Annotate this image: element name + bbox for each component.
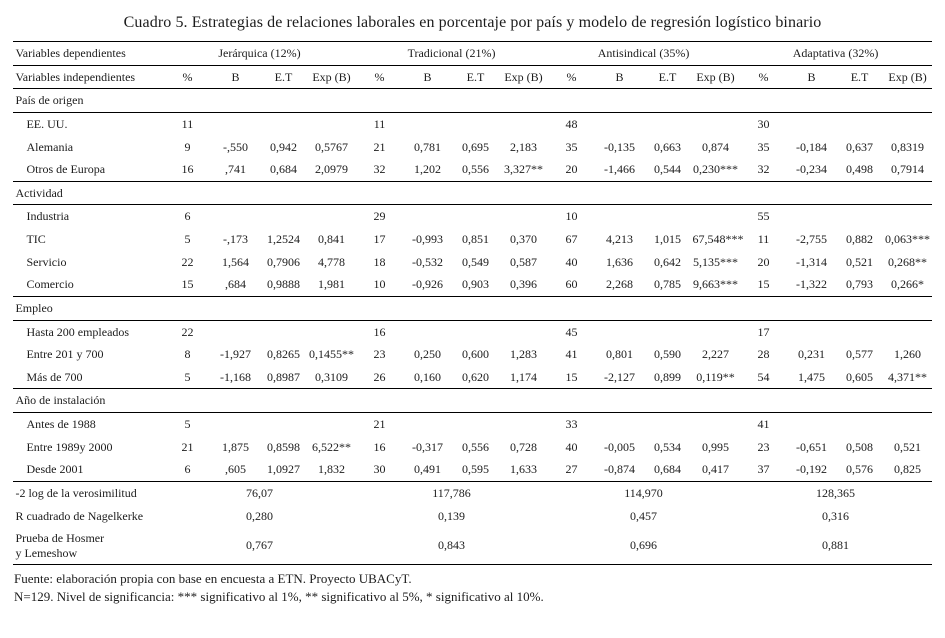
table-row bbox=[13, 136, 931, 159]
data-cell bbox=[307, 320, 355, 343]
data-cell: 32 bbox=[373, 162, 386, 177]
data-cell: 0,250 bbox=[414, 347, 441, 362]
data-cell bbox=[500, 205, 548, 228]
data-cell: 15 bbox=[181, 277, 194, 292]
data-cell: 0,695 bbox=[462, 139, 489, 154]
data-cell bbox=[500, 320, 548, 343]
col-header-b: B bbox=[404, 65, 452, 89]
data-cell: 0,063*** bbox=[885, 232, 931, 246]
data-cell: 2,0979 bbox=[314, 162, 348, 177]
col-header-expb: Exp (B) bbox=[307, 65, 355, 89]
data-cell: 21 bbox=[373, 417, 386, 431]
col-header-et: E.T bbox=[836, 65, 884, 89]
data-cell: 4,371** bbox=[888, 369, 928, 384]
data-cell: 1,564 bbox=[221, 254, 249, 269]
col-header-pct: % bbox=[356, 65, 404, 89]
col-header-pct: % bbox=[548, 65, 596, 89]
data-cell bbox=[836, 205, 884, 228]
data-cell: 0,491 bbox=[414, 462, 441, 477]
data-cell: -0,192 bbox=[796, 462, 828, 477]
table-row bbox=[13, 273, 931, 296]
data-cell: 0,605 bbox=[846, 369, 874, 384]
data-cell: 0,160 bbox=[414, 369, 441, 384]
data-cell bbox=[404, 112, 452, 135]
data-cell bbox=[836, 320, 884, 343]
group-label-jerarquica: Jerárquica (12%) bbox=[163, 42, 355, 66]
data-cell: ,741 bbox=[224, 162, 246, 177]
data-cell bbox=[404, 320, 452, 343]
group-header-row bbox=[13, 42, 931, 66]
col-header-b: B bbox=[788, 65, 836, 89]
row-label: Hasta 200 empleados bbox=[26, 324, 130, 339]
col-header-expb: Exp (B) bbox=[692, 65, 740, 89]
data-cell: -1,314 bbox=[796, 254, 828, 269]
data-cell: 35 bbox=[565, 139, 578, 154]
footnotes bbox=[14, 570, 932, 605]
data-cell: 5 bbox=[184, 232, 191, 246]
group-label-antisindical: Antisindical (35%) bbox=[548, 42, 740, 66]
data-cell: 11 bbox=[181, 116, 194, 131]
data-cell: 1,283 bbox=[510, 347, 537, 362]
data-cell bbox=[692, 413, 740, 436]
stat-value: 0,316 bbox=[822, 508, 850, 523]
data-cell: 0,684 bbox=[269, 162, 297, 177]
data-cell: 0,663 bbox=[654, 139, 681, 154]
table-title: Cuadro 5. Estrategias de relaciones laborales en porcentaje por país y modelo de regresión logístico binario bbox=[123, 14, 822, 31]
table-row bbox=[13, 228, 931, 251]
data-cell: ,684 bbox=[224, 277, 246, 292]
section-header-row bbox=[13, 296, 931, 320]
data-cell: 0,417 bbox=[702, 462, 730, 477]
section-header-row bbox=[13, 89, 931, 113]
data-cell: 0,825 bbox=[894, 462, 922, 477]
data-cell: 0,8987 bbox=[266, 369, 300, 384]
data-cell: 3,327** bbox=[504, 162, 543, 177]
data-cell bbox=[211, 413, 259, 436]
data-cell: -0,234 bbox=[796, 162, 828, 177]
data-cell: 1,015 bbox=[654, 232, 681, 246]
data-cell: 0,508 bbox=[846, 439, 874, 454]
col-header-expb: Exp (B) bbox=[884, 65, 932, 89]
data-cell: 37 bbox=[757, 462, 770, 477]
data-cell: 6,522** bbox=[311, 439, 351, 454]
col-header-pct: % bbox=[163, 65, 211, 89]
data-cell: -0,874 bbox=[604, 462, 635, 477]
col-header-et: E.T bbox=[259, 65, 307, 89]
data-cell: -1,466 bbox=[604, 162, 635, 177]
data-cell bbox=[884, 112, 932, 135]
data-cell: 41 bbox=[757, 417, 770, 431]
data-cell: 33 bbox=[565, 417, 578, 431]
data-cell: 54 bbox=[757, 369, 770, 384]
data-cell: 2,227 bbox=[702, 347, 730, 362]
data-cell: 1,636 bbox=[606, 254, 633, 269]
stat-value: 117,786 bbox=[356, 481, 548, 504]
data-cell bbox=[788, 112, 836, 135]
data-cell: -0,651 bbox=[796, 439, 828, 454]
stat-value: 114,970 bbox=[548, 481, 740, 504]
data-cell: 0,3109 bbox=[314, 369, 348, 384]
data-cell bbox=[452, 320, 500, 343]
stats-row bbox=[13, 527, 931, 565]
data-cell bbox=[404, 205, 452, 228]
data-cell bbox=[259, 413, 307, 436]
data-cell: 29 bbox=[373, 209, 386, 224]
stat-label: Prueba de Hosmer y Lemeshow bbox=[13, 527, 163, 565]
data-cell: 4,778 bbox=[317, 254, 345, 269]
data-cell: ,605 bbox=[224, 462, 246, 477]
data-cell: -,173 bbox=[222, 232, 248, 246]
data-cell: 4,213 bbox=[606, 232, 633, 246]
data-cell: 0,521 bbox=[846, 254, 874, 269]
data-cell bbox=[596, 320, 644, 343]
data-cell: 0,576 bbox=[846, 462, 874, 477]
stat-value: 0,139 bbox=[438, 508, 465, 523]
table-row bbox=[13, 413, 931, 436]
table-row bbox=[13, 458, 931, 481]
data-cell: -1,168 bbox=[219, 369, 251, 384]
data-cell: 0,498 bbox=[846, 162, 874, 177]
col-header-expb: Exp (B) bbox=[500, 65, 548, 89]
data-cell: 0,684 bbox=[654, 462, 681, 477]
data-cell: 20 bbox=[565, 162, 578, 177]
data-cell bbox=[788, 413, 836, 436]
data-cell: 0,230*** bbox=[693, 162, 739, 177]
stat-value: 0,881 bbox=[740, 527, 932, 565]
data-cell: -1,322 bbox=[796, 277, 828, 292]
data-cell bbox=[259, 320, 307, 343]
data-cell: 0,801 bbox=[606, 347, 633, 362]
data-cell: 0,903 bbox=[462, 277, 489, 292]
data-cell: 17 bbox=[373, 232, 386, 246]
data-cell bbox=[596, 413, 644, 436]
data-cell bbox=[307, 112, 355, 135]
data-cell: 0,266* bbox=[891, 277, 925, 292]
data-cell: 1,174 bbox=[510, 369, 537, 384]
stat-label: R cuadrado de Nagelkerke bbox=[15, 508, 144, 523]
data-cell: 0,549 bbox=[462, 254, 489, 269]
data-cell: 0,874 bbox=[702, 139, 730, 154]
data-cell bbox=[836, 112, 884, 135]
data-cell: 17 bbox=[757, 324, 770, 339]
data-cell: 67 bbox=[565, 232, 578, 246]
data-cell bbox=[692, 320, 740, 343]
footnote-significance: N=129. Nivel de significancia: *** significativo al 1%, ** significativo al 5%, * significativo al 10%. bbox=[14, 588, 544, 604]
data-cell: 0,268** bbox=[888, 254, 928, 269]
table-row bbox=[13, 436, 931, 459]
data-cell: 22 bbox=[181, 324, 194, 339]
data-cell: -2,127 bbox=[604, 369, 635, 384]
data-cell bbox=[500, 413, 548, 436]
stat-value: 128,365 bbox=[740, 481, 932, 504]
data-cell: -0,135 bbox=[604, 139, 635, 154]
data-cell: 0,534 bbox=[654, 439, 681, 454]
data-cell: 0,544 bbox=[654, 162, 681, 177]
footnote-source: Fuente: elaboración propia con base en encuesta a ETN. Proyecto UBACyT. bbox=[14, 571, 412, 587]
data-cell: 11 bbox=[757, 232, 770, 246]
stats-row bbox=[13, 481, 931, 504]
data-cell: 9,663*** bbox=[693, 277, 739, 292]
section-label: Actividad bbox=[13, 181, 931, 205]
data-cell: 5 bbox=[184, 369, 191, 384]
group-label-tradicional: Tradicional (21%) bbox=[356, 42, 548, 66]
group-label-adaptativa: Adaptativa (32%) bbox=[740, 42, 932, 66]
data-cell bbox=[211, 205, 259, 228]
data-cell: -1,927 bbox=[219, 347, 251, 362]
data-cell: 10 bbox=[373, 277, 386, 292]
data-cell: 30 bbox=[373, 462, 386, 477]
data-cell: -,550 bbox=[222, 139, 248, 154]
data-cell bbox=[452, 413, 500, 436]
row-label: Servicio bbox=[26, 254, 67, 269]
data-cell: 23 bbox=[757, 439, 770, 454]
data-cell: 0,556 bbox=[462, 162, 489, 177]
data-cell: 1,981 bbox=[317, 277, 345, 292]
data-cell: 1,0927 bbox=[266, 462, 300, 477]
data-cell bbox=[644, 205, 692, 228]
data-cell bbox=[884, 413, 932, 436]
data-cell: 1,2524 bbox=[266, 232, 300, 246]
data-cell: 16 bbox=[373, 324, 386, 339]
data-cell: 2,268 bbox=[606, 277, 633, 292]
data-cell bbox=[644, 112, 692, 135]
data-cell: 0,556 bbox=[462, 439, 489, 454]
data-cell: 0,7906 bbox=[266, 254, 300, 269]
data-cell: 8 bbox=[184, 347, 191, 362]
data-cell: 0,942 bbox=[269, 139, 297, 154]
results-table bbox=[13, 41, 931, 565]
data-cell bbox=[836, 413, 884, 436]
data-cell: 1,875 bbox=[221, 439, 249, 454]
stats-row bbox=[13, 505, 931, 528]
data-cell bbox=[259, 205, 307, 228]
row-label: TIC bbox=[26, 232, 46, 246]
data-cell: 0,793 bbox=[846, 277, 874, 292]
data-cell: 0,231 bbox=[798, 347, 826, 362]
dependent-vars-label: Variables dependientes bbox=[13, 42, 163, 66]
data-cell: 1,832 bbox=[317, 462, 345, 477]
data-cell: 0,600 bbox=[462, 347, 489, 362]
data-cell: -0,317 bbox=[412, 439, 443, 454]
row-label: Industria bbox=[26, 209, 70, 224]
col-header-et: E.T bbox=[644, 65, 692, 89]
data-cell: 0,595 bbox=[462, 462, 489, 477]
data-cell: 1,202 bbox=[414, 162, 441, 177]
section-header-row bbox=[13, 181, 931, 205]
section-label: Año de instalación bbox=[13, 389, 931, 413]
data-cell: 0,590 bbox=[654, 347, 681, 362]
data-cell: -0,184 bbox=[796, 139, 828, 154]
data-cell: 30 bbox=[757, 116, 770, 131]
row-label: EE. UU. bbox=[26, 116, 68, 131]
data-cell: 0,577 bbox=[846, 347, 874, 362]
data-cell bbox=[788, 205, 836, 228]
data-cell: 6 bbox=[184, 209, 191, 224]
data-cell: 1,260 bbox=[894, 347, 922, 362]
col-header-b: B bbox=[596, 65, 644, 89]
data-cell: 0,620 bbox=[462, 369, 489, 384]
data-cell: 1,475 bbox=[798, 369, 826, 384]
data-cell bbox=[307, 413, 355, 436]
data-cell: 0,882 bbox=[846, 232, 874, 246]
data-cell: 6 bbox=[184, 462, 191, 477]
data-cell: 0,1455** bbox=[308, 347, 354, 362]
data-cell bbox=[788, 320, 836, 343]
data-cell bbox=[307, 205, 355, 228]
data-cell: 32 bbox=[757, 162, 770, 177]
data-cell: 11 bbox=[373, 116, 386, 131]
data-cell: 67,548*** bbox=[692, 232, 744, 246]
data-cell: 15 bbox=[757, 277, 770, 292]
data-cell bbox=[452, 205, 500, 228]
table-row bbox=[13, 251, 931, 274]
data-cell: 0,521 bbox=[894, 439, 922, 454]
independent-vars-label: Variables independientes bbox=[13, 65, 163, 89]
data-cell bbox=[500, 112, 548, 135]
data-cell: 40 bbox=[565, 439, 578, 454]
stat-value: 0,457 bbox=[630, 508, 658, 523]
data-cell: 0,7914 bbox=[891, 162, 925, 177]
data-cell: 60 bbox=[565, 277, 578, 292]
data-cell: 15 bbox=[565, 369, 578, 384]
data-cell: 40 bbox=[565, 254, 578, 269]
stat-value: 76,07 bbox=[163, 481, 355, 504]
data-cell: 0,728 bbox=[510, 439, 537, 454]
stat-value: 0,696 bbox=[548, 527, 740, 565]
data-cell: 0,9888 bbox=[266, 277, 300, 292]
data-cell bbox=[884, 320, 932, 343]
data-cell bbox=[644, 413, 692, 436]
data-cell: 0,642 bbox=[654, 254, 681, 269]
data-cell: 0,396 bbox=[510, 277, 537, 292]
data-cell: 1,633 bbox=[510, 462, 537, 477]
data-cell: 20 bbox=[757, 254, 770, 269]
row-label: Alemania bbox=[26, 139, 74, 154]
data-cell: 0,8265 bbox=[266, 347, 300, 362]
data-cell bbox=[692, 205, 740, 228]
data-cell bbox=[596, 112, 644, 135]
data-cell: 18 bbox=[373, 254, 386, 269]
section-label: Empleo bbox=[13, 296, 931, 320]
data-cell: 0,899 bbox=[654, 369, 681, 384]
stat-label: -2 log de la verosimilitud bbox=[13, 481, 163, 504]
data-cell: -0,926 bbox=[412, 277, 443, 292]
data-cell: 0,8319 bbox=[891, 139, 925, 154]
data-cell: -0,005 bbox=[604, 439, 635, 454]
stat-value: 0,280 bbox=[245, 508, 273, 523]
data-cell: 0,119** bbox=[696, 369, 735, 384]
col-header-b: B bbox=[211, 65, 259, 89]
data-cell: 0,851 bbox=[462, 232, 489, 246]
data-cell: -0,993 bbox=[412, 232, 443, 246]
data-cell: 0,841 bbox=[317, 232, 345, 246]
data-cell bbox=[884, 205, 932, 228]
data-cell: 16 bbox=[181, 162, 194, 177]
data-cell: 0,587 bbox=[510, 254, 537, 269]
data-cell bbox=[644, 320, 692, 343]
data-cell bbox=[452, 112, 500, 135]
data-cell: 5,135*** bbox=[693, 254, 739, 269]
data-cell: 26 bbox=[373, 369, 386, 384]
stat-value: 0,767 bbox=[163, 527, 355, 565]
table-row bbox=[13, 366, 931, 389]
section-header-row bbox=[13, 389, 931, 413]
stat-value: 0,843 bbox=[356, 527, 548, 565]
table-row bbox=[13, 112, 931, 135]
table-row bbox=[13, 343, 931, 366]
data-cell: 0,8598 bbox=[266, 439, 300, 454]
data-cell: 0,637 bbox=[846, 139, 874, 154]
data-cell: 41 bbox=[565, 347, 578, 362]
table-row bbox=[13, 158, 931, 181]
col-header-et: E.T bbox=[452, 65, 500, 89]
data-cell: 0,781 bbox=[414, 139, 441, 154]
data-cell bbox=[404, 413, 452, 436]
data-cell: 0,995 bbox=[702, 439, 730, 454]
data-cell bbox=[692, 112, 740, 135]
sub-header-row bbox=[13, 65, 931, 89]
data-cell: 0,370 bbox=[510, 232, 537, 246]
row-label: Desde 2001 bbox=[26, 462, 84, 477]
data-cell bbox=[211, 320, 259, 343]
row-label: Entre 201 y 700 bbox=[26, 347, 104, 362]
data-cell: -0,532 bbox=[412, 254, 443, 269]
data-cell: 21 bbox=[373, 139, 386, 154]
data-cell bbox=[259, 112, 307, 135]
data-cell: 2,183 bbox=[510, 139, 537, 154]
table-row bbox=[13, 320, 931, 343]
col-header-pct: % bbox=[740, 65, 788, 89]
data-cell: 0,5767 bbox=[314, 139, 348, 154]
data-cell: 45 bbox=[565, 324, 578, 339]
row-label: Antes de 1988 bbox=[26, 417, 96, 431]
data-cell bbox=[211, 112, 259, 135]
data-cell: 22 bbox=[181, 254, 194, 269]
data-cell: 55 bbox=[757, 209, 770, 224]
row-label: Más de 700 bbox=[26, 369, 83, 384]
data-cell: 10 bbox=[565, 209, 578, 224]
row-label: Comercio bbox=[26, 277, 74, 292]
data-cell: 27 bbox=[565, 462, 578, 477]
row-label: Entre 1989y 2000 bbox=[26, 439, 113, 454]
data-cell: 48 bbox=[565, 116, 578, 131]
data-cell: 9 bbox=[184, 139, 191, 154]
data-cell: 28 bbox=[757, 347, 770, 362]
data-cell: 5 bbox=[184, 417, 191, 431]
section-label: País de origen bbox=[13, 89, 931, 113]
row-label: Otros de Europa bbox=[26, 162, 106, 177]
data-cell bbox=[596, 205, 644, 228]
data-cell: 35 bbox=[757, 139, 770, 154]
data-cell: 21 bbox=[181, 439, 194, 454]
data-cell: 16 bbox=[373, 439, 386, 454]
data-cell: -2,755 bbox=[796, 232, 828, 246]
data-cell: 23 bbox=[373, 347, 386, 362]
data-cell: 0,785 bbox=[654, 277, 681, 292]
table-row bbox=[13, 205, 931, 228]
